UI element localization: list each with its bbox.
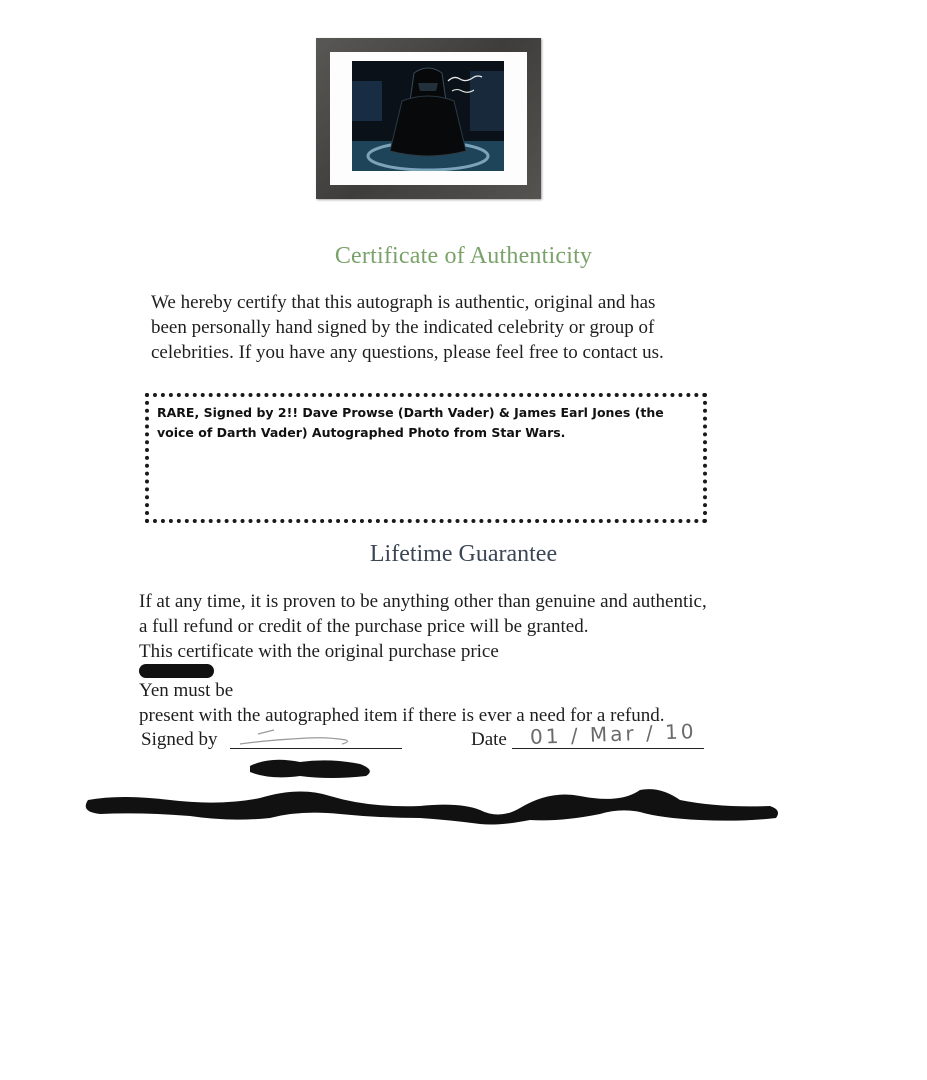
certificate-title: Certificate of Authenticity xyxy=(334,243,593,269)
item-description: RARE, Signed by 2!! Dave Prowse (Darth Vader) & James Earl Jones (the voice of Darth Vader) Autographed Photo from Star Wars. xyxy=(157,405,664,440)
guarantee-line: If at any time, it is proven to be anything other than genuine and authentic, xyxy=(139,591,707,612)
handwritten-date: 01 / Mar / 10 xyxy=(529,719,697,749)
guarantee-line: a full refund or credit of the purchase price will be granted. xyxy=(139,616,589,637)
price-suffix: Yen must be xyxy=(139,680,234,701)
guarantee-line: present with the autographed item if there is ever a need for a refund. xyxy=(139,705,665,726)
date-label: Date xyxy=(471,729,507,750)
statement-line: been personally hand signed by the indicated celebrity or group of xyxy=(151,317,655,338)
guarantee-title: Lifetime Guarantee xyxy=(369,541,558,567)
statement-line: We hereby certify that this autograph is authentic, original and has xyxy=(151,292,656,313)
statement-line: celebrities. If you have any questions, please feel free to contact us. xyxy=(151,342,664,363)
price-prefix: This certificate with the original purchase price xyxy=(139,641,499,662)
signed-by-label: Signed by xyxy=(141,729,218,750)
